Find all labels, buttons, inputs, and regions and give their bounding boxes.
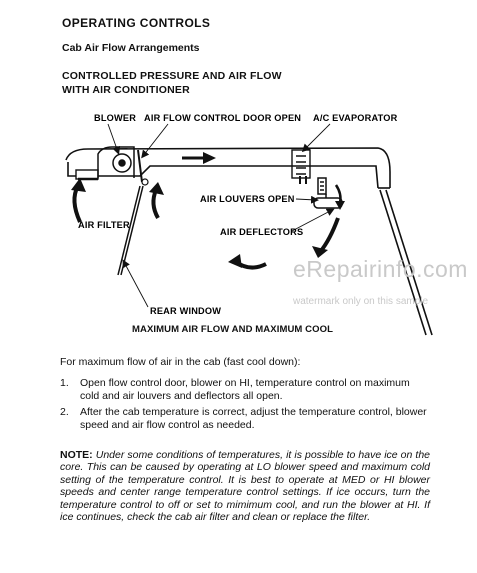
- evaporator-icon: [292, 150, 310, 184]
- label-door: AIR FLOW CONTROL DOOR OPEN: [144, 113, 302, 123]
- step-item: [60, 377, 430, 403]
- label-deflectors: AIR DEFLECTORS: [220, 227, 304, 237]
- blower-icon: [98, 147, 134, 178]
- deflector-arrow: [312, 218, 338, 258]
- intro-text: For maximum flow of air in the cab (fast cool down):: [60, 356, 301, 368]
- section-heading-line2: WITH AIR CONDITIONER: [62, 84, 190, 96]
- label-filter: AIR FILTER: [78, 220, 130, 230]
- page-title: OPERATING CONTROLS: [62, 16, 211, 30]
- diagram-caption: MAXIMUM AIR FLOW AND MAXIMUM COOL: [132, 324, 334, 335]
- note-label: NOTE:: [60, 449, 93, 461]
- intake-arrow-right: [149, 182, 164, 218]
- step-item: [60, 406, 430, 432]
- step-text: Open flow control door, blower on HI, temperature control on maximum cold and air louvers and deflectors all open.: [80, 377, 410, 402]
- step-text: After the cab temperature is correct, adjust the temperature control, blower speed and air flow control as needed.: [80, 406, 427, 431]
- note-text: Under some conditions of temperatures, it is possible to have ice on the core. This can be caused by operating at LO blower speed and maximum cold setting of the temperature control. It is best to operate at MED or HI blower speeds and center range temperature control settings. If ice occurs, turn the temperature control to off or set to mimimum cool, and run the blower at HI. If ice continues, check the cab air filter and clean or replace the filter.: [60, 449, 430, 524]
- cab-air-arrow: [228, 254, 266, 268]
- air-filter: [76, 170, 98, 179]
- rear-window: [118, 186, 143, 275]
- label-evaporator: A/C EVAPORATOR: [313, 113, 398, 123]
- step-number: 1.: [60, 377, 69, 389]
- section-subtitle: Cab Air Flow Arrangements: [62, 42, 200, 54]
- label-rear-window: REAR WINDOW: [150, 306, 222, 316]
- intake-arrow-left: [71, 178, 86, 222]
- label-blower: BLOWER: [94, 113, 137, 123]
- flow-arrow: [182, 152, 216, 164]
- watermark-note: watermark only on this sample: [293, 296, 429, 307]
- watermark-site: eRepairinfo.com: [293, 256, 468, 282]
- section-heading-line1: CONTROLLED PRESSURE AND AIR FLOW: [62, 70, 282, 82]
- note-paragraph: [60, 449, 430, 523]
- label-louvers: AIR LOUVERS OPEN: [200, 194, 295, 204]
- control-door: [138, 150, 142, 182]
- step-number: 2.: [60, 406, 69, 418]
